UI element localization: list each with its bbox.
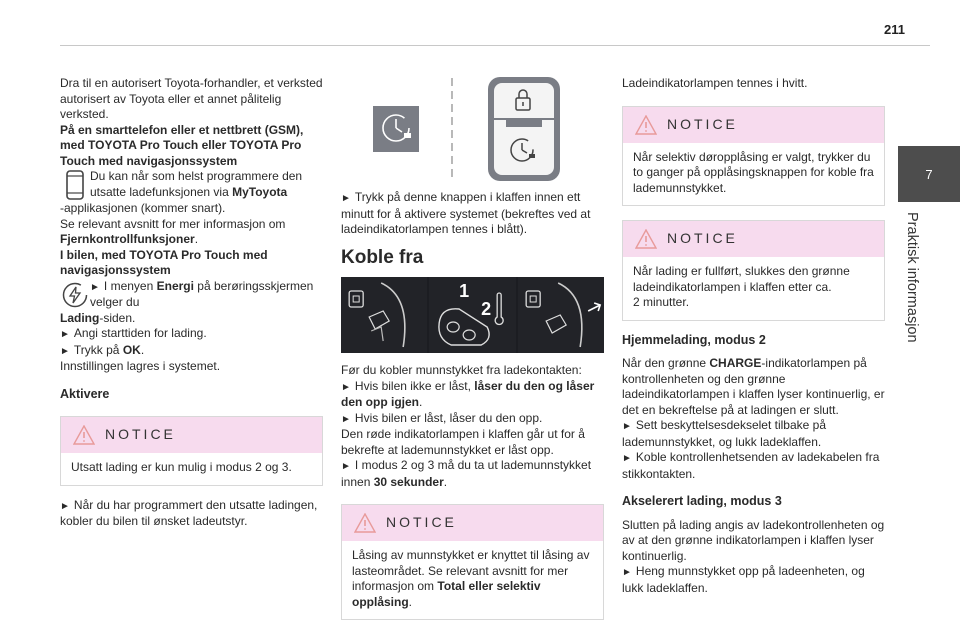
arrow-icon: ► (622, 421, 632, 432)
column-1: Dra til en autorisert Toyota-forhandler, et verksted autorisert av Toyota eller et annet pålitelig verksted. På en smarttelefon eller et nettbrett (GSM), med TOYOTA Pro Touch eller TOYOTA Pro Touch med navigasjonssystem Du kan når som helst programmere den utsatte ladefunksjonen via MyToyota -applikasjonen (kommer snart). Se relevant avsnitt for mer informasjon om Fjernkontrollfunksjoner. I bilen, med TOYOTA Pro Touch med navigasjonssystem ► I menyen Energi på berøringsskjermen velger du Lading-siden. ► Angi starttiden for lading. ► Trykk på OK. Innstillingen lagres i systemet. Aktivere NOTICE Utsatt lading er kun mulig i modus 2 og 3. ► Når du har programmert den utsatte ladingen, kobler du bilen til ønsket ladeutstyr. (60, 76, 323, 528)
charging-flap-panel (488, 77, 560, 181)
arrow-icon: ► (90, 281, 100, 293)
step-item: ► Sett beskyttelsesdekselet tilbake på lademunnstykket, og lukk ladeklaffen. (622, 418, 827, 449)
flap-locked-panel (341, 277, 427, 353)
notice-text: Når selektiv døropplåsing er valgt, trykker du to ganger på opplåsingsknappen for koble fra lademunnstykket. (633, 149, 874, 195)
step-item: ► I modus 2 og 3 må du ta ut lademunnstykket innen 30 sekunder. (341, 458, 592, 489)
top-rule (60, 45, 930, 46)
arrow-icon: ► (622, 567, 632, 578)
arrow-icon: ► (341, 193, 351, 204)
notice-text: Utsatt lading er kun mulig i modus 2 og 3. (71, 460, 292, 474)
notice-label: NOTICE (667, 115, 738, 132)
section-heading: Hjemmelading, modus 2 (622, 332, 766, 347)
column-3 (622, 76, 885, 596)
step-item: ► Trykk på OK. (60, 342, 145, 357)
charging-flap-illustration (341, 76, 604, 182)
chapter-number: 7 (925, 166, 933, 182)
notice-text: Låsing av munnstykket er knyttet til låsing av lasteområdet. Se relevant avsnitt for mer informasjon om Total eller selektiv opplåsing. (352, 548, 590, 609)
step-item: ► Når du har programmert den utsatte ladingen, kobler du bilen til ønsket ladeutstyr. (60, 497, 318, 528)
charging-timer-icon (373, 106, 419, 152)
arrow-icon: ► (341, 413, 351, 425)
chapter-title-text: Praktisk informasjon (904, 212, 920, 343)
notice-text: Når lading er fullført, slukkes den grønne ladeindikatorlampen i klaffen etter ca. 2 minutter. (633, 264, 850, 309)
notice-header (61, 417, 322, 453)
notice-label: NOTICE (386, 514, 457, 531)
step-item: ► Hvis bilen er låst, låser du den opp. (341, 410, 543, 425)
notice-header (623, 221, 884, 257)
page-number: 211 (884, 22, 905, 37)
paragraph: Når den grønne CHARGE-indikatorlampen på kontrollenheten og den grønne ladeindikatorlampen i klaffen lyser kontinuerlig, er det en bekreftelse på at ladingen er slutt. (622, 356, 885, 417)
notice-box (60, 416, 323, 486)
paragraph: Den røde indikatorlampen i klaffen går ut for å bekrefte at lademunnstykket er låst opp. (341, 427, 585, 457)
ref-link: Fjernkontrollfunksjoner (60, 232, 195, 246)
step-item: ► Angi starttiden for lading. (60, 326, 207, 340)
column-2 (341, 76, 604, 632)
step-item: ► Trykk på denne knappen i klaffen innen ett minutt for å aktivere systemet (bekreftes ved at ladeindikatorlampen tennes i blått). (341, 190, 591, 236)
paragraph: Dra til en autorisert Toyota-forhandler, et verksted autorisert av Toyota eller et annet pålitelig verksted. (60, 76, 323, 121)
app-name: MyToyota (232, 184, 288, 199)
step-item: ► Heng munnstykket opp på ladeenheten, og lukk ladeklaffen. (622, 564, 865, 595)
key-fob-panel (429, 277, 515, 353)
notice-label: NOTICE (105, 426, 176, 443)
figure-number-1: 1 (459, 281, 470, 301)
notice-label: NOTICE (667, 230, 738, 247)
arrow-icon: ► (341, 461, 351, 472)
notice-box (622, 220, 885, 321)
figure-number-2: 2 (481, 299, 492, 319)
arrow-icon: ► (622, 453, 632, 464)
notice-box (341, 504, 604, 620)
section-heading: I bilen, med TOYOTA Pro Touch med navigasjonssystem (60, 247, 268, 277)
step-item: ► Hvis bilen ikke er låst, låser du den og låser den opp igjen. (341, 378, 595, 409)
section-heading: Aktivere (60, 386, 110, 401)
phone-text: Du kan når som helst programmere den utsatte ladefunksjonen via (90, 169, 303, 199)
section-title: Koble fra (341, 246, 424, 268)
arrow-icon: ► (341, 381, 351, 393)
phone-instruction (60, 169, 323, 201)
paragraph: Før du kobler munnstykket fra ladekontakten: (341, 363, 582, 377)
paragraph: Ladeindikatorlampen tennes i hvitt. (622, 76, 808, 90)
paragraph: Slutten på lading angis av ladekontrollenheten og av at den grønne indikatorlampen i klaffen lyser kontinuerlig. (622, 517, 885, 563)
warning-triangle-icon (73, 425, 95, 445)
flap-unlocked-panel (518, 277, 604, 353)
warning-triangle-icon (635, 229, 657, 249)
arrow-icon: ► (60, 329, 70, 340)
energy-instruction: ► I menyen Energi på berøringsskjermen velger du (60, 279, 323, 311)
unlock-sequence-illustration (341, 277, 604, 353)
section-heading: På en smarttelefon eller et nettbrett (GSM), med TOYOTA Pro Touch eller TOYOTA Pro Touch med navigasjonssystem (60, 122, 304, 168)
arrow-icon: ► (60, 500, 70, 512)
section-heading: Akselerert lading, modus 3 (622, 494, 782, 508)
step-item: ► Koble kontrollenhetsenden av ladekabelen fra stikkontakten. (622, 450, 880, 481)
notice-header (342, 505, 603, 541)
chapter-title (902, 212, 924, 362)
arrow-icon: ► (60, 345, 70, 357)
energy-icon (60, 279, 90, 311)
warning-triangle-icon (354, 513, 376, 533)
warning-triangle-icon (635, 115, 657, 135)
notice-header (623, 107, 884, 143)
paragraph: Innstillingen lagres i systemet. (60, 359, 221, 373)
notice-box (622, 106, 885, 207)
chapter-tab (898, 146, 960, 202)
phone-text-cont: -applikasjonen (kommer snart). (60, 201, 226, 215)
ref-text: Se relevant avsnitt for mer informasjon om (60, 216, 286, 231)
smartphone-icon (60, 169, 90, 201)
